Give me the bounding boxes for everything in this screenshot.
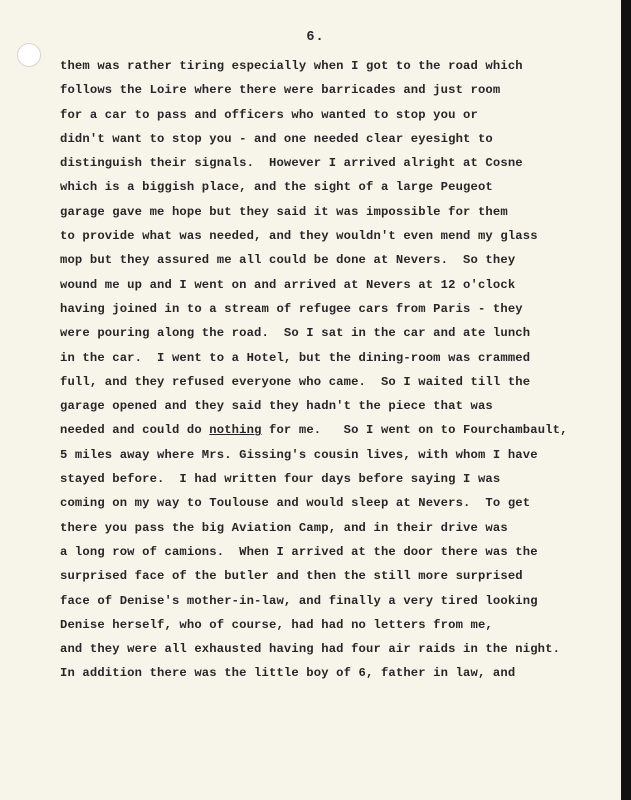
- text-line: didn't want to stop you - and one needed clear eyesight to: [60, 131, 493, 146]
- text-line: garage gave me hope but they said it was impossible for them: [60, 204, 508, 219]
- text-line: face of Denise's mother-in-law, and finally a very tired looking: [60, 593, 538, 608]
- text-line-with-underline: [60, 418, 620, 442]
- line-segment: needed and could do: [60, 423, 210, 438]
- text-line: In addition there was the little boy of 6, father in law, and: [60, 666, 516, 681]
- text-line: in the car. I went to a Hotel, but the dining-room was crammed: [60, 350, 531, 365]
- text-line: surprised face of the butler and then the still more surprised: [60, 569, 523, 584]
- punch-hole: [17, 43, 41, 67]
- text-line: coming on my way to Toulouse and would sleep at Nevers. To get: [60, 496, 531, 511]
- scan-edge: [621, 0, 631, 800]
- text-line: stayed before. I had written four days before saying I was: [60, 472, 501, 487]
- line-segment: for me. So I went on to Fourchambault,: [261, 423, 568, 438]
- text-line: for a car to pass and officers who wanted to stop you or: [60, 107, 478, 122]
- text-line: wound me up and I went on and arrived at Nevers at 12 o'clock: [60, 277, 516, 292]
- text-line: follows the Loire where there were barricades and just room: [60, 83, 501, 98]
- text-line: 5 miles away where Mrs. Gissing's cousin lives, with whom I have: [60, 447, 538, 462]
- page-number: 6.: [306, 30, 325, 45]
- text-line: full, and they refused everyone who came. So I waited till the: [60, 374, 531, 389]
- text-line: having joined in to a stream of refugee cars from Paris - they: [60, 301, 523, 316]
- text-line: to provide what was needed, and they wouldn't even mend my glass: [60, 229, 538, 244]
- text-line: which is a biggish place, and the sight of a large Peugeot: [60, 180, 493, 195]
- text-line: them was rather tiring especially when I got to the road which: [60, 59, 523, 73]
- underlined-word: nothing: [209, 423, 262, 438]
- text-line: distinguish their signals. However I arrived alright at Cosne: [60, 156, 523, 171]
- text-line: there you pass the big Aviation Camp, and in their drive was: [60, 520, 508, 535]
- text-line: garage opened and they said they hadn't the piece that was: [60, 399, 493, 414]
- text-line: Denise herself, who of course, had had no letters from me,: [60, 617, 493, 632]
- text-line: and they were all exhausted having had four air raids in the night.: [60, 642, 561, 657]
- text-line: were pouring along the road. So I sat in the car and ate lunch: [60, 326, 531, 341]
- letter-body: [60, 54, 620, 686]
- text-line: mop but they assured me all could be done at Nevers. So they: [60, 253, 516, 268]
- text-line: a long row of camions. When I arrived at the door there was the: [60, 544, 538, 559]
